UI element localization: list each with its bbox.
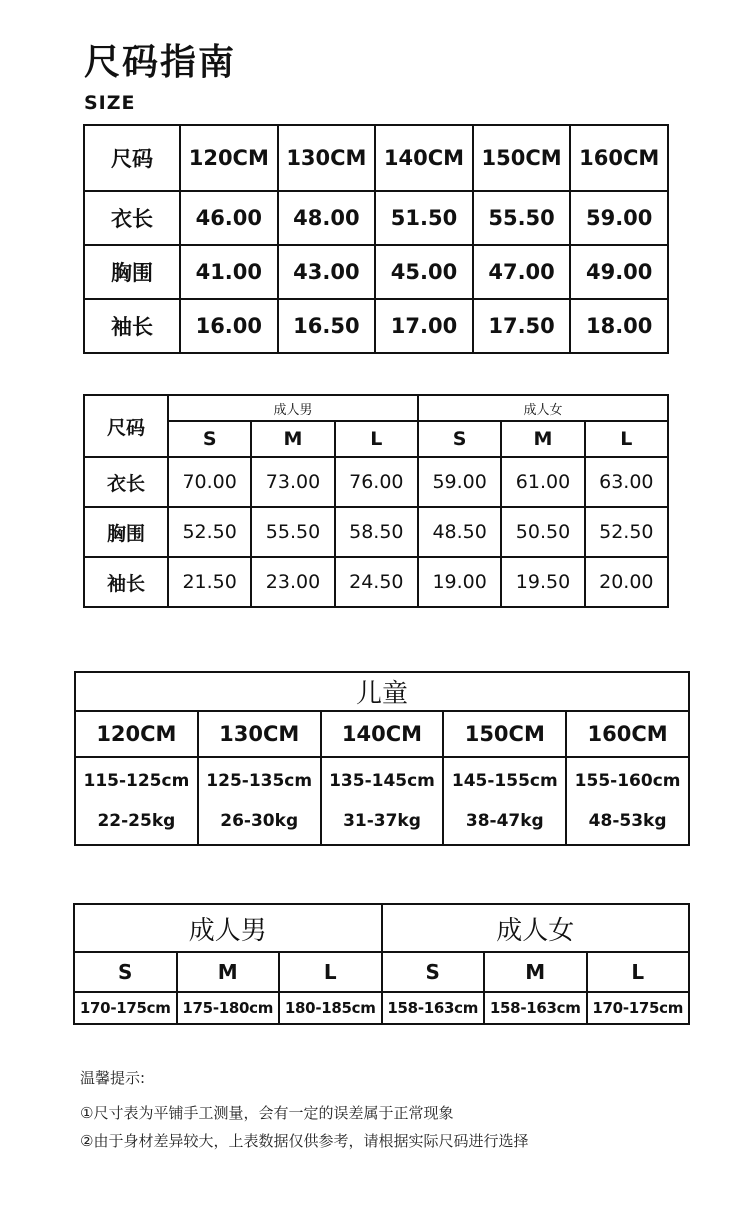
header-cell: 130CM xyxy=(278,125,376,191)
size-cell: M xyxy=(177,952,280,992)
table-caption: 儿童 xyxy=(75,672,689,711)
table-cell: 73.00 xyxy=(251,457,334,507)
height-weight-cell xyxy=(198,757,321,845)
height-range: 155-160cm xyxy=(574,771,681,791)
size-header-row xyxy=(75,711,689,757)
kids-height-weight-table xyxy=(74,671,690,846)
table-row xyxy=(84,245,668,299)
height-range: 135-145cm xyxy=(329,771,435,791)
table-cell: 52.50 xyxy=(168,507,251,557)
header-cell: 140CM xyxy=(375,125,473,191)
table-cell: 16.50 xyxy=(278,299,376,353)
table-cell: 48.50 xyxy=(418,507,501,557)
group-header-row xyxy=(74,904,689,952)
notes-section xyxy=(80,1068,528,1159)
group-header-men: 成人男 xyxy=(168,395,418,421)
size-cell: 160CM xyxy=(566,711,689,757)
size-cell: M xyxy=(484,952,587,992)
size-cell: M xyxy=(251,421,334,457)
size-cell: 130CM xyxy=(198,711,321,757)
row-label: 胸围 xyxy=(84,245,180,299)
table-cell: 63.00 xyxy=(585,457,668,507)
group-header-women: 成人女 xyxy=(382,904,690,952)
group-header-men: 成人男 xyxy=(74,904,382,952)
table-row xyxy=(84,557,668,607)
table-row xyxy=(74,992,689,1024)
kids-measurement-table xyxy=(83,124,669,354)
size-cell: S xyxy=(74,952,177,992)
table-cell: 61.00 xyxy=(501,457,584,507)
table-cell: 23.00 xyxy=(251,557,334,607)
height-range: 125-135cm xyxy=(206,771,313,791)
table-cell: 19.50 xyxy=(501,557,584,607)
height-range: 170-175cm xyxy=(587,992,690,1024)
note-item: ①尺寸表为平铺手工测量，会有一定的误差属于正常现象 xyxy=(80,1104,454,1122)
table-cell: 76.00 xyxy=(335,457,418,507)
table-cell: 18.00 xyxy=(570,299,668,353)
table-row xyxy=(84,299,668,353)
caption-row xyxy=(75,672,689,711)
header-cell: 160CM xyxy=(570,125,668,191)
height-range: 180-185cm xyxy=(279,992,382,1024)
weight-range: 48-53kg xyxy=(588,811,667,831)
table-cell: 51.50 xyxy=(375,191,473,245)
table-row xyxy=(84,457,668,507)
table-cell: 49.00 xyxy=(570,245,668,299)
height-weight-cell xyxy=(443,757,566,845)
size-cell: L xyxy=(585,421,668,457)
weight-range: 22-25kg xyxy=(97,811,176,831)
table-header-row xyxy=(84,125,668,191)
table-cell: 55.50 xyxy=(251,507,334,557)
size-cell: M xyxy=(501,421,584,457)
size-cell: S xyxy=(382,952,485,992)
table-cell: 19.00 xyxy=(418,557,501,607)
height-range: 175-180cm xyxy=(177,992,280,1024)
table-cell: 17.50 xyxy=(473,299,571,353)
weight-range: 31-37kg xyxy=(343,811,421,831)
table-row xyxy=(84,191,668,245)
table-cell: 59.00 xyxy=(418,457,501,507)
adult-measurement-table xyxy=(83,394,669,608)
table-cell: 45.00 xyxy=(375,245,473,299)
table-cell: 24.50 xyxy=(335,557,418,607)
height-range: 145-155cm xyxy=(451,771,558,791)
header-cell: 120CM xyxy=(180,125,278,191)
height-range: 170-175cm xyxy=(74,992,177,1024)
size-header-row xyxy=(84,421,668,457)
size-cell: 120CM xyxy=(75,711,198,757)
table-cell: 52.50 xyxy=(585,507,668,557)
height-range: 158-163cm xyxy=(382,992,485,1024)
table-row xyxy=(84,507,668,557)
table-row xyxy=(75,757,689,845)
table-cell: 41.00 xyxy=(180,245,278,299)
notes-heading: 温馨提示: xyxy=(80,1069,146,1087)
height-range: 158-163cm xyxy=(484,992,587,1024)
height-weight-cell xyxy=(321,757,444,845)
size-cell: 150CM xyxy=(443,711,566,757)
group-header-women: 成人女 xyxy=(418,395,668,421)
size-cell: S xyxy=(418,421,501,457)
table-cell: 70.00 xyxy=(168,457,251,507)
table-cell: 16.00 xyxy=(180,299,278,353)
table-cell: 21.50 xyxy=(168,557,251,607)
table-cell: 20.00 xyxy=(585,557,668,607)
table-cell: 58.50 xyxy=(335,507,418,557)
size-cell: 140CM xyxy=(321,711,444,757)
page-title: 尺码指南 xyxy=(84,42,237,83)
row-label: 胸围 xyxy=(84,507,168,557)
height-range: 115-125cm xyxy=(83,771,190,791)
table-cell: 46.00 xyxy=(180,191,278,245)
size-cell: S xyxy=(168,421,251,457)
row-label: 衣长 xyxy=(84,457,168,507)
table-cell: 43.00 xyxy=(278,245,376,299)
header-cell: 150CM xyxy=(473,125,571,191)
table-cell: 47.00 xyxy=(473,245,571,299)
group-header-row xyxy=(84,395,668,421)
height-weight-cell xyxy=(566,757,689,845)
weight-range: 26-30kg xyxy=(220,811,299,831)
header-cell: 尺码 xyxy=(84,125,180,191)
size-cell: L xyxy=(335,421,418,457)
note-item: ②由于身材差异较大，上表数据仅供参考，请根据实际尺码进行选择 xyxy=(80,1132,529,1150)
row-label: 衣长 xyxy=(84,191,180,245)
weight-range: 38-47kg xyxy=(465,811,544,831)
size-header-row xyxy=(74,952,689,992)
table-cell: 48.00 xyxy=(278,191,376,245)
table-cell: 50.50 xyxy=(501,507,584,557)
row-label: 袖长 xyxy=(84,299,180,353)
height-weight-cell xyxy=(75,757,198,845)
table-cell: 17.00 xyxy=(375,299,473,353)
adult-height-table xyxy=(73,903,690,1025)
corner-cell: 尺码 xyxy=(84,395,168,457)
table-cell: 55.50 xyxy=(473,191,571,245)
row-label: 袖长 xyxy=(84,557,168,607)
page-subtitle: SIZE xyxy=(84,92,136,114)
size-cell: L xyxy=(279,952,382,992)
table-cell: 59.00 xyxy=(570,191,668,245)
size-cell: L xyxy=(587,952,690,992)
